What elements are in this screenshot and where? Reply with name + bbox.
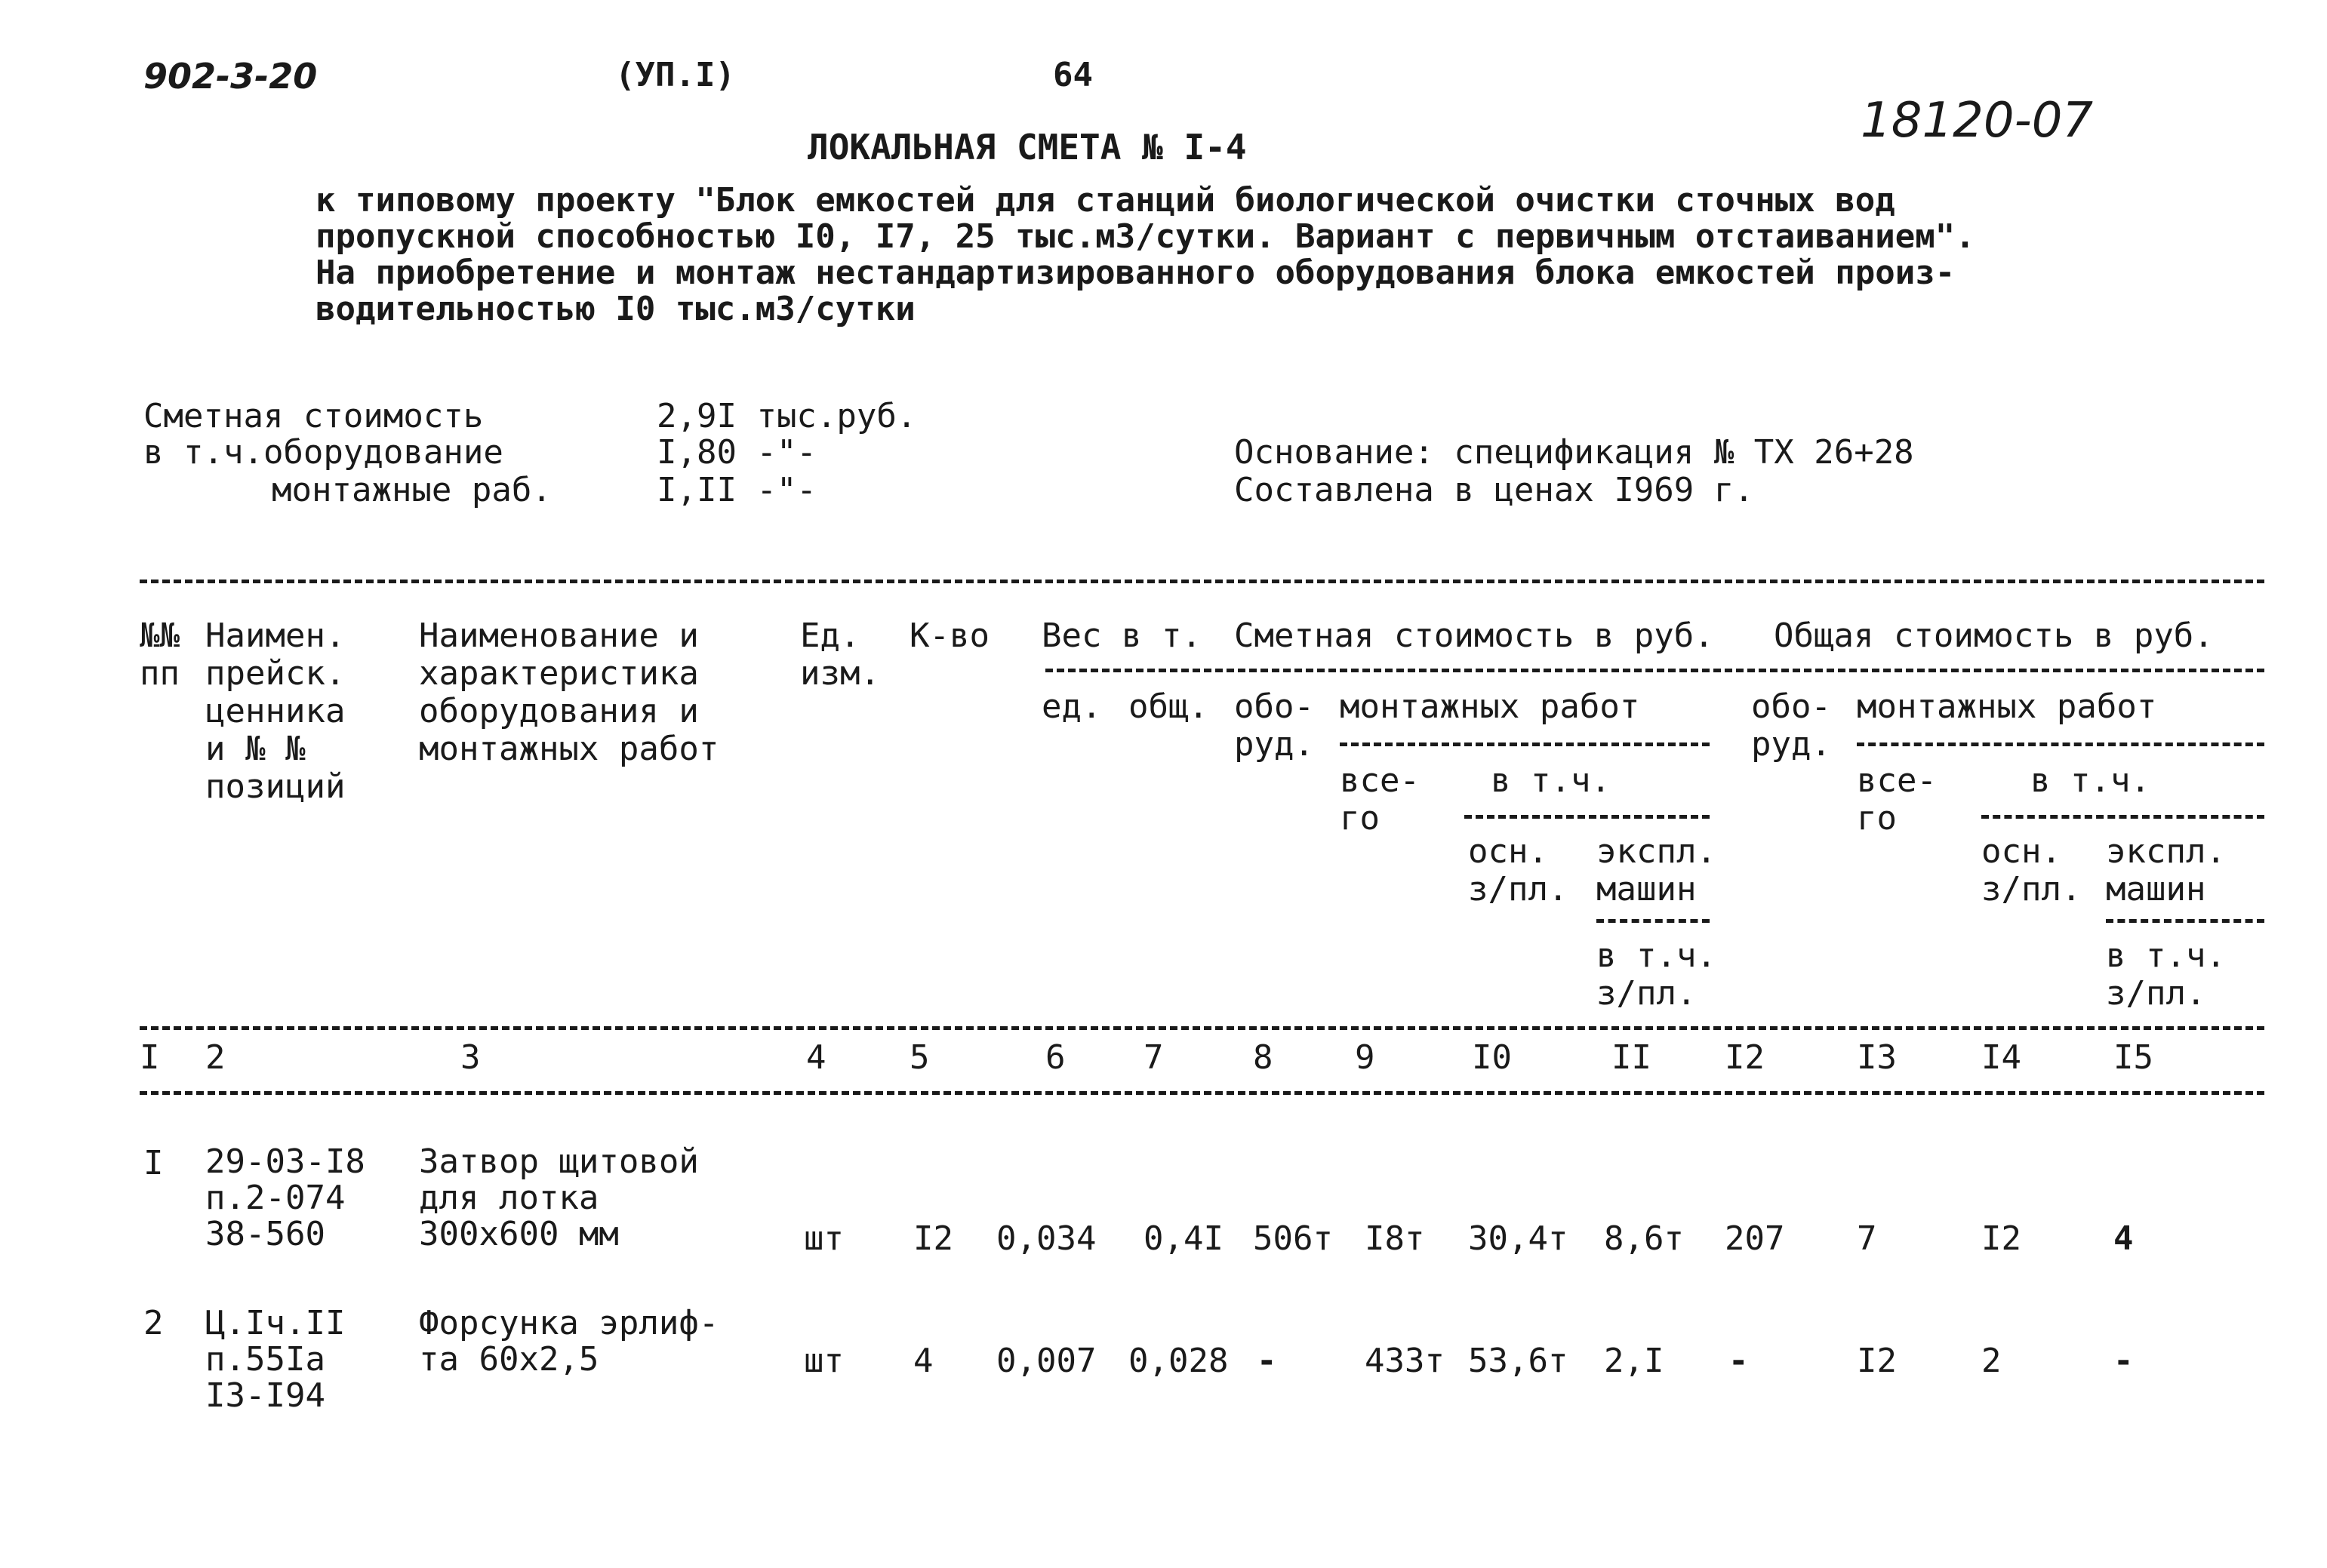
header-rule <box>1045 669 2264 672</box>
total-machines-cell: 4 <box>2113 1219 2134 1258</box>
equipment-cost-label: в т.ч.оборудование <box>143 433 503 472</box>
price-list-code: Ц.Iч.II п.55Iа I3-I94 <box>205 1304 346 1415</box>
equipment-cost-cell: - <box>1257 1342 1277 1380</box>
col-header-base-wage: осн. з/пл. <box>1468 832 1568 909</box>
document-subtitle <box>315 183 1975 327</box>
header-rule <box>1596 919 1710 923</box>
col-header-equipment: обо- руд. <box>1234 687 1314 764</box>
archive-number: 18120-07 <box>1861 93 2094 149</box>
col-header-description: Наименование и характеристика оборудования и монтажных работ <box>419 616 719 768</box>
col-header-incl-wage: в т.ч. з/пл. <box>1596 936 1716 1013</box>
column-number: I <box>140 1038 160 1077</box>
equipment-cost-cell: 506т <box>1253 1219 1333 1258</box>
col-header-installation-works: монтажных работ <box>1340 687 1640 726</box>
column-number: 3 <box>460 1038 481 1077</box>
column-number: I5 <box>2113 1038 2153 1077</box>
subtitle-line: к типовому проекту "Блок емкостей для станций биологической очистки сточных вод <box>315 181 1895 220</box>
col-header-weight-total: общ. <box>1128 687 1208 726</box>
col-header-total-incl-wage: в т.ч. з/пл. <box>2106 936 2226 1013</box>
installation-cost-label: монтажные раб. <box>272 471 552 509</box>
column-number: 2 <box>205 1038 226 1077</box>
header-bottom-rule <box>140 1026 2264 1030</box>
price-list-code: 29-03-I8 п.2-074 38-560 <box>205 1142 365 1253</box>
album-number: (УП.I) <box>615 56 735 94</box>
installation-cost-value: I,II -"- <box>657 471 817 509</box>
weight-total-cell: 0,4I <box>1143 1219 1224 1258</box>
col-header-total-cost-group: Общая стоимость в руб. <box>1774 616 2214 655</box>
col-header-estimated-cost-group: Сметная стоимость в руб. <box>1234 616 1714 655</box>
base-wage-cell: 30,4т <box>1468 1219 1568 1258</box>
col-header-total-machines: экспл. машин <box>2106 832 2226 909</box>
basis-note: Основание: спецификация № ТХ 26+28 <box>1234 433 1914 472</box>
item-description: Форсунка эрлиф- та 60х2,5 <box>419 1304 719 1379</box>
total-wage-cell: I2 <box>1981 1219 2021 1258</box>
row-number: 2 <box>143 1304 164 1342</box>
unit-cell: шт <box>804 1219 844 1258</box>
price-year-note: Составлена в ценах I969 г. <box>1234 471 1754 509</box>
col-header-machines: экспл. машин <box>1596 832 1716 909</box>
header-rule <box>1857 742 2264 746</box>
unit-cell: шт <box>804 1342 844 1380</box>
equipment-cost-value: I,80 -"- <box>657 433 817 472</box>
col-header-all: все- го <box>1340 761 1420 838</box>
col-header-price-list: Наимен. прейск. ценника и № № позиций <box>205 616 346 806</box>
installation-all-cell: I8т <box>1365 1219 1425 1258</box>
col-header-total-equipment: обо- руд. <box>1751 687 1831 764</box>
estimated-cost-label: Сметная стоимость <box>143 397 484 435</box>
col-header-row-number: №№ пп <box>140 616 180 693</box>
column-number: I4 <box>1981 1038 2021 1077</box>
column-number: 9 <box>1355 1038 1375 1077</box>
total-all-cell: I2 <box>1857 1342 1897 1380</box>
estimated-cost-value: 2,9I тыс.руб. <box>657 397 917 435</box>
quantity-cell: I2 <box>913 1219 953 1258</box>
total-equipment-cell: 207 <box>1725 1219 1785 1258</box>
base-wage-cell: 53,6т <box>1468 1342 1568 1380</box>
column-number: 4 <box>806 1038 826 1077</box>
column-number: 5 <box>910 1038 930 1077</box>
column-number: 8 <box>1253 1038 1273 1077</box>
column-number: II <box>1611 1038 1651 1077</box>
item-description: Затвор щитовой для лотка 300х600 мм <box>419 1142 699 1253</box>
col-header-total-including: в т.ч. <box>2030 761 2150 800</box>
subtitle-line: пропускной способностью I0, I7, 25 тыс.м3/сутки. Вариант с первичным отстаиванием". <box>315 217 1975 256</box>
col-header-weight-unit: ед. <box>1042 687 1102 726</box>
installation-all-cell: 433т <box>1365 1342 1445 1380</box>
column-number: I2 <box>1725 1038 1765 1077</box>
header-rule <box>1464 815 1710 819</box>
col-header-quantity: К-во <box>910 616 990 655</box>
machines-cell: 2,I <box>1604 1342 1664 1380</box>
total-equipment-cell: - <box>1728 1342 1749 1380</box>
column-number: 6 <box>1045 1038 1066 1077</box>
row-number: I <box>143 1144 164 1182</box>
total-machines-cell: - <box>2113 1342 2134 1380</box>
document-title: ЛОКАЛЬНАЯ СМЕТА № I-4 <box>808 127 1247 168</box>
subtitle-line: На приобретение и монтаж нестандартизированного оборудования блока емкостей произ- <box>315 254 1956 292</box>
column-number: 7 <box>1143 1038 1164 1077</box>
col-header-unit: Ед. изм. <box>800 616 880 693</box>
page-number: 64 <box>1053 56 1093 94</box>
total-wage-cell: 2 <box>1981 1342 2002 1380</box>
col-header-weight-group: Вес в т. <box>1042 616 1202 655</box>
header-rule <box>1340 742 1710 746</box>
column-number: I0 <box>1472 1038 1512 1077</box>
quantity-cell: 4 <box>913 1342 934 1380</box>
table-top-rule <box>140 580 2264 583</box>
col-header-total-base-wage: осн. з/пл. <box>1981 832 2082 909</box>
weight-unit-cell: 0,034 <box>996 1219 1097 1258</box>
column-numbers-rule <box>140 1091 2264 1095</box>
subtitle-line: водительностью I0 тыс.м3/сутки <box>315 290 916 328</box>
col-header-total-all: все- го <box>1857 761 1937 838</box>
column-number: I3 <box>1857 1038 1897 1077</box>
header-rule <box>2106 919 2264 923</box>
machines-cell: 8,6т <box>1604 1219 1684 1258</box>
col-header-including: в т.ч. <box>1491 761 1611 800</box>
weight-total-cell: 0,028 <box>1128 1342 1229 1380</box>
col-header-total-installation-works: монтажных работ <box>1857 687 2157 726</box>
total-all-cell: 7 <box>1857 1219 1877 1258</box>
document-code: 902-3-20 <box>143 56 318 97</box>
header-rule <box>1981 815 2264 819</box>
weight-unit-cell: 0,007 <box>996 1342 1097 1380</box>
